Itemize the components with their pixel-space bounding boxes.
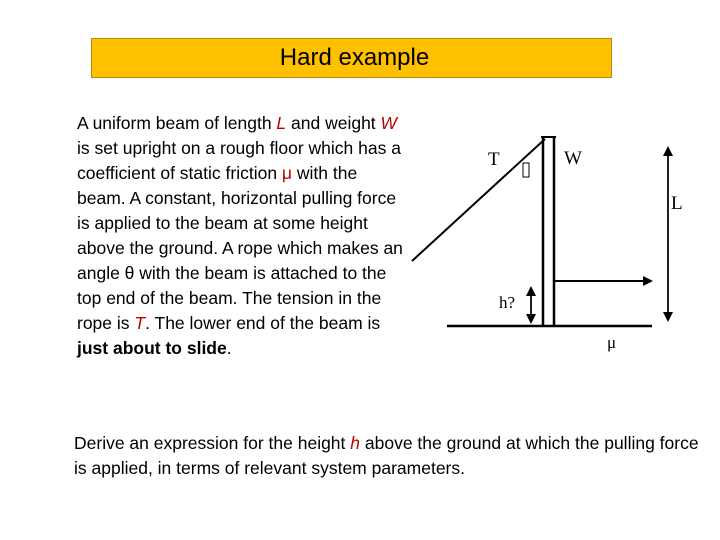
label-length: L	[671, 193, 683, 214]
var-h: h	[350, 433, 361, 453]
theta-placeholder-glyph	[523, 163, 529, 177]
text-segment: with the beam. A constant, horizontal pulling force is applied to the beam at some height above the ground. A rope which makes an angle θ with the beam is attached to the top end of the beam. The tension in the rope is	[77, 163, 403, 333]
text-segment: above the ground at which the pulling force is applied, in terms of relevant system parameters.	[74, 433, 699, 478]
slide-title: Hard example	[279, 44, 430, 71]
text-segment: Derive an expression for the height	[74, 433, 351, 453]
label-friction-coefficient: μ	[607, 333, 617, 352]
var-T: T	[134, 313, 146, 333]
text-segment: .	[226, 338, 232, 358]
label-height: h?	[499, 293, 516, 312]
label-weight: W	[564, 148, 582, 169]
text-segment: . The lower end of the beam is	[145, 313, 381, 333]
var-mu: μ	[281, 163, 293, 183]
text-segment: A uniform beam of length	[77, 113, 277, 133]
rope-line	[412, 139, 545, 261]
var-W: W	[380, 113, 398, 133]
bold-phrase: just about to slide	[77, 338, 227, 358]
var-L: L	[276, 113, 287, 133]
text-segment: is set upright on a rough floor which has a coefficient of static friction	[77, 138, 401, 183]
label-tension: T	[488, 149, 500, 170]
text-segment: and weight	[286, 113, 381, 133]
